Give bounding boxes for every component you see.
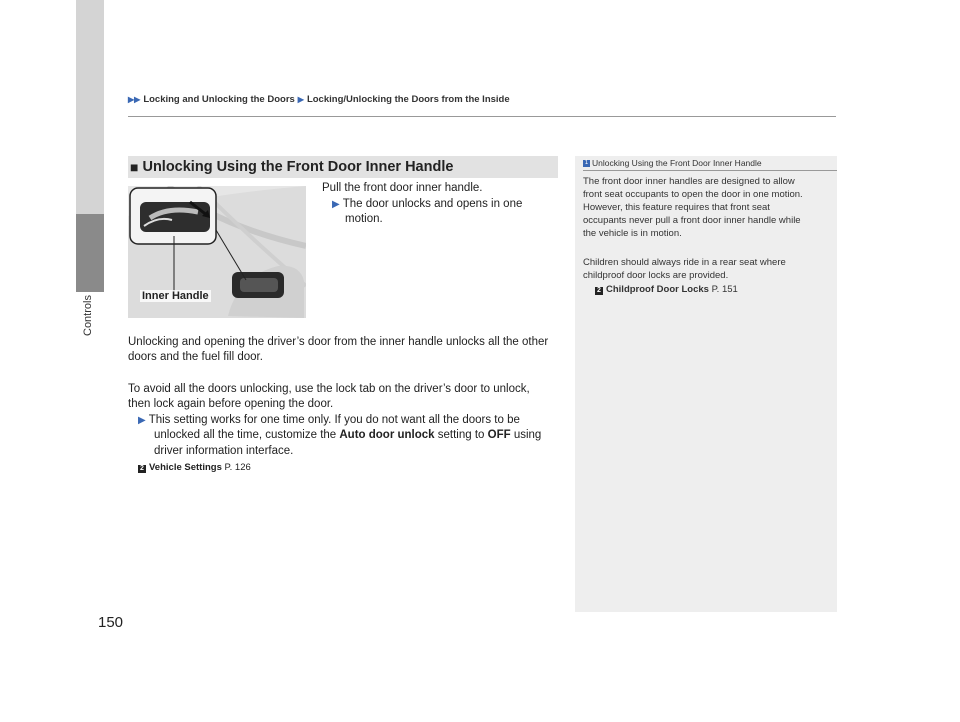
note-line: unlocked all the time, customize the Auto door unlock setting to OFF using (154, 429, 542, 441)
breadcrumb-arrow-icon: ▶▶ (128, 95, 141, 104)
section-square-icon: ■ (130, 159, 139, 175)
sidebar-divider (583, 170, 837, 171)
sidebar-note-title: 1 Unlocking Using the Front Door Inner Handle (584, 158, 762, 168)
paragraph-line: doors and the fuel fill door. (128, 351, 263, 363)
paragraph-line: then lock again before opening the door. (128, 398, 334, 410)
reference-icon: 2 (595, 287, 603, 295)
breadcrumb-arrow-icon: ▶ (297, 95, 304, 104)
page-number: 150 (98, 614, 124, 631)
step-result-continued: motion. (345, 213, 383, 225)
note-arrow-icon: ▶ (138, 415, 146, 426)
note-line: driver information interface. (154, 445, 294, 457)
note-icon: 1 (584, 160, 589, 166)
reference-icon: 2 (138, 465, 146, 473)
paragraph-line: Unlocking and opening the driver’s door from the inner handle unlocks all the other (128, 336, 549, 348)
section-header (128, 156, 558, 178)
breadcrumb-item[interactable]: Locking and Unlocking the Doors (143, 94, 295, 105)
note-line: ▶ This setting works for one time only. If you do not want all the doors to be (138, 414, 520, 426)
sidebar-paragraph: Children should always ride in a rear seat where childproof door locks are provided. (583, 257, 786, 281)
figure-label: Inner Handle (142, 290, 209, 302)
paragraph-line: To avoid all the doors unlocking, use the lock tab on the driver’s door to unlock, (128, 383, 530, 395)
step-instruction: Pull the front door inner handle. (322, 182, 483, 194)
sidebar-cross-reference[interactable]: 2 Childproof Door Locks P. 151 (595, 283, 738, 296)
result-arrow-icon: ▶ (332, 199, 340, 210)
chapter-tab (76, 214, 104, 292)
header-divider (128, 116, 836, 117)
breadcrumb (128, 94, 510, 105)
sidebar-paragraph: The front door inner handles are designed to allow front seat occupants to open the door in one motion. However, this feature requires that front seat occupants never pull a front door inner handle while the vehicle is in motion. (583, 176, 803, 239)
breadcrumb-item[interactable]: Locking/Unlocking the Doors from the Inside (306, 94, 510, 105)
section-title: Unlocking Using the Front Door Inner Handle (142, 159, 454, 175)
cross-reference[interactable]: 2 Vehicle Settings P. 126 (138, 460, 251, 475)
chapter-label: Controls (82, 295, 94, 336)
side-margin-bar (76, 0, 104, 214)
step-result: ▶ The door unlocks and opens in one (332, 198, 523, 210)
